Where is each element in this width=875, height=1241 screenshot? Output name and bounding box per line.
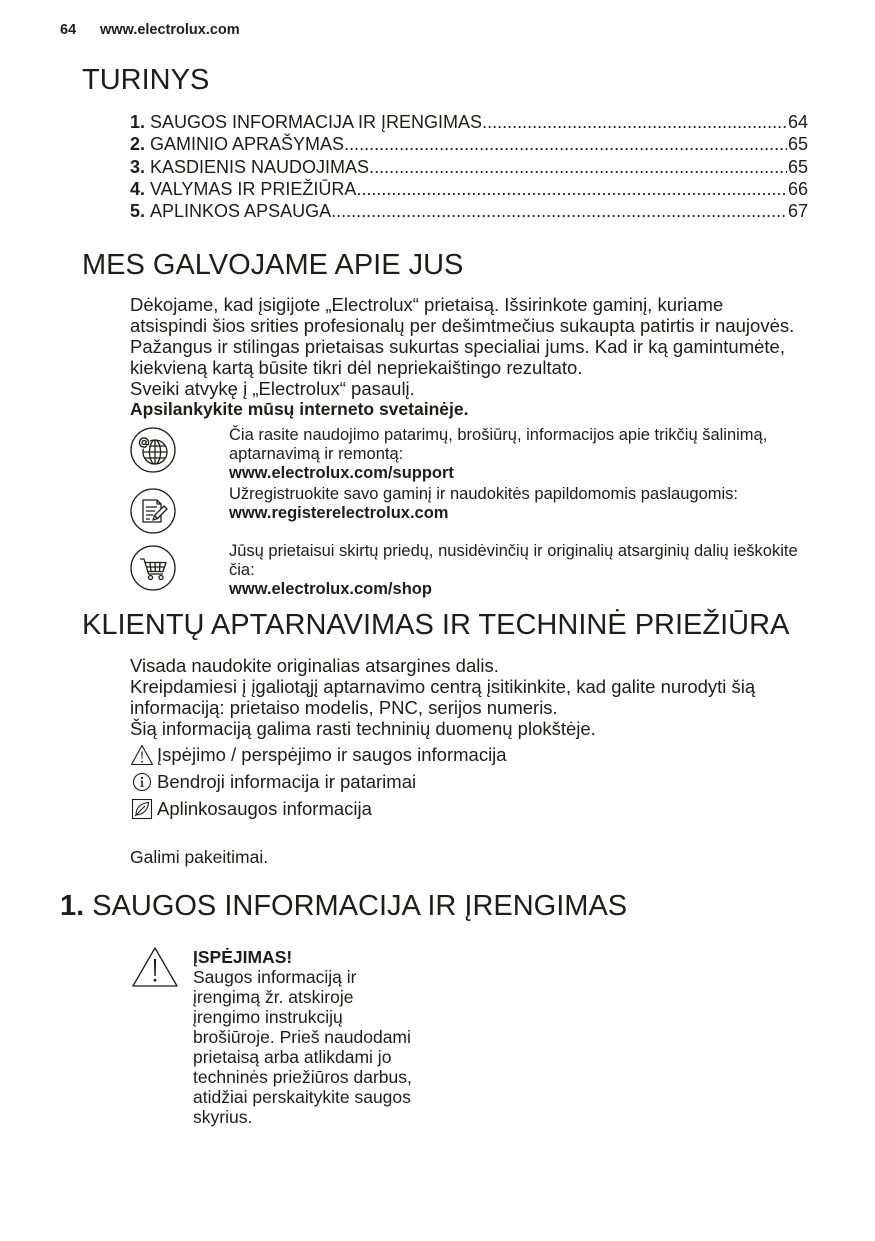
toc-dot-leader <box>356 178 787 200</box>
section-title: SAUGOS INFORMACIJA IR ĮRENGIMAS <box>92 890 628 922</box>
warning-notice <box>193 947 412 1127</box>
warning-line: prietaisą arba atlikdami jo <box>193 1047 392 1067</box>
warning-line: Saugos informaciją ir <box>193 967 357 987</box>
toc-entry-page: 66 <box>787 178 808 199</box>
toc-entry-page: 65 <box>787 156 808 177</box>
service-heading: KLIENTŲ APTARNAVIMAS IR TECHNINĖ PRIEŽIŪRA <box>82 609 790 641</box>
toc-entry-title: GAMINIO APRAŠYMAS <box>150 134 345 155</box>
register-description: Užregistruokite savo gaminį ir naudokitės papildomomis paslaugomis: <box>229 484 738 503</box>
warning-heading: ĮSPĖJIMAS! <box>193 947 293 967</box>
info-icon <box>130 770 154 794</box>
toc-entry[interactable] <box>130 156 808 178</box>
toc-entry-number: 4. <box>130 178 146 199</box>
legend-item <box>130 742 507 769</box>
toc-heading: TURINYS <box>82 64 210 96</box>
about-heading: MES GALVOJAME APIE JUS <box>82 249 464 281</box>
toc-dot-leader <box>482 111 787 133</box>
support-description: Čia rasite naudojimo patarimų, brošiūrų, informacijos apie trikčių šalinimą, <box>229 425 768 444</box>
service-line: Kreipdamiesi į įgaliotąjį aptarnavimo centrą įsitikinkite, kad galite nurodyti šią <box>130 675 756 697</box>
shop-url-link[interactable]: www.electrolux.com/shop <box>229 579 432 598</box>
warning-triangle-icon <box>131 946 179 988</box>
legend-label: Įspėjimo / perspėjimo ir saugos informacija <box>157 744 507 765</box>
section-1-heading <box>60 889 627 923</box>
intro-paragraph <box>130 294 794 420</box>
page-number: 64 <box>60 22 77 38</box>
symbol-legend <box>130 742 507 823</box>
intro-line: kiekvieną kartą būsite tikri dėl nepriekaištingo rezultato. <box>130 356 583 378</box>
toc-entry[interactable] <box>130 178 808 200</box>
intro-line: atsispindi šios srities profesionalų per dešimtmečius sukaupta patirtis ir naujovės. <box>130 314 795 336</box>
leaf-icon <box>130 797 154 821</box>
legend-item <box>130 796 507 823</box>
service-paragraph <box>130 655 755 739</box>
legend-label: Bendroji informacija ir patarimai <box>157 771 417 792</box>
warning-line: įrengimo instrukcijų <box>193 1007 343 1027</box>
changes-note: Galimi pakeitimai. <box>130 847 269 867</box>
shopping-cart-icon <box>130 545 176 591</box>
toc-dot-leader <box>369 156 787 178</box>
service-line: informaciją: prietaiso modelis, PNC, serijos numeris. <box>130 696 558 718</box>
toc-entry[interactable] <box>130 200 808 222</box>
toc-entry-page: 65 <box>787 134 808 155</box>
toc-entry-number: 2. <box>130 134 146 155</box>
shop-link-block <box>229 542 798 599</box>
section-number: 1. <box>60 890 85 922</box>
support-description: aptarnavimą ir remontą: <box>229 444 404 463</box>
toc-dot-leader <box>344 133 787 155</box>
table-of-contents <box>130 111 808 222</box>
service-line: Visada naudokite originalias atsargines dalis. <box>130 654 499 676</box>
warning-line: įrengimą žr. atskiroje <box>193 987 354 1007</box>
website-invitation: Apsilankykite mūsų interneto svetainėje. <box>130 398 469 419</box>
toc-entry[interactable] <box>130 111 808 133</box>
toc-entry-page: 67 <box>787 201 808 221</box>
warning-line: skyrius. <box>193 1107 253 1127</box>
intro-line: Sveiki atvykę į „Electrolux“ pasaulį. <box>130 377 415 399</box>
warning-line: brošiūroje. Prieš naudodami <box>193 1027 411 1047</box>
register-url-link[interactable]: www.registerelectrolux.com <box>229 503 449 522</box>
support-link-block <box>229 426 767 483</box>
toc-entry-title: VALYMAS IR PRIEŽIŪRA <box>150 178 357 199</box>
toc-entry-number: 1. <box>130 112 146 132</box>
globe-icon <box>130 427 176 473</box>
shop-description: Jūsų prietaisui skirtų priedų, nusidėvinčių ir originalių atsarginių dalių ieškokite <box>229 541 798 560</box>
warning-line: techninės priežiūros darbus, <box>193 1067 412 1087</box>
header-website: www.electrolux.com <box>100 22 240 38</box>
toc-entry-number: 3. <box>130 156 146 177</box>
toc-entry-title: KASDIENIS NAUDOJIMAS <box>150 156 370 177</box>
toc-entry[interactable] <box>130 133 808 155</box>
toc-dot-leader <box>331 200 787 222</box>
shop-description: čia: <box>229 560 255 579</box>
toc-entry-page: 64 <box>787 112 808 132</box>
service-line: Šią informaciją galima rasti techninių duomenų plokštėje. <box>130 717 596 739</box>
legend-item <box>130 769 507 796</box>
intro-line: Dėkojame, kad įsigijote „Electrolux“ prietaisą. Išsirinkote gaminį, kuriame <box>130 293 724 315</box>
intro-line: Pažangus ir stilingas prietaisas sukurtas specialiai jums. Kad ir ką gamintumėte, <box>130 335 785 357</box>
legend-label: Aplinkosaugos informacija <box>157 798 372 819</box>
toc-entry-number: 5. <box>130 201 146 221</box>
register-link-block <box>229 485 738 523</box>
warning-icon <box>130 743 154 767</box>
toc-entry-title: APLINKOS APSAUGA <box>150 201 332 221</box>
toc-entry-title: SAUGOS INFORMACIJA IR ĮRENGIMAS <box>150 112 483 132</box>
warning-line: atidžiai perskaitykite saugos <box>193 1087 411 1107</box>
support-url-link[interactable]: www.electrolux.com/support <box>229 463 454 482</box>
register-document-icon <box>130 488 176 534</box>
